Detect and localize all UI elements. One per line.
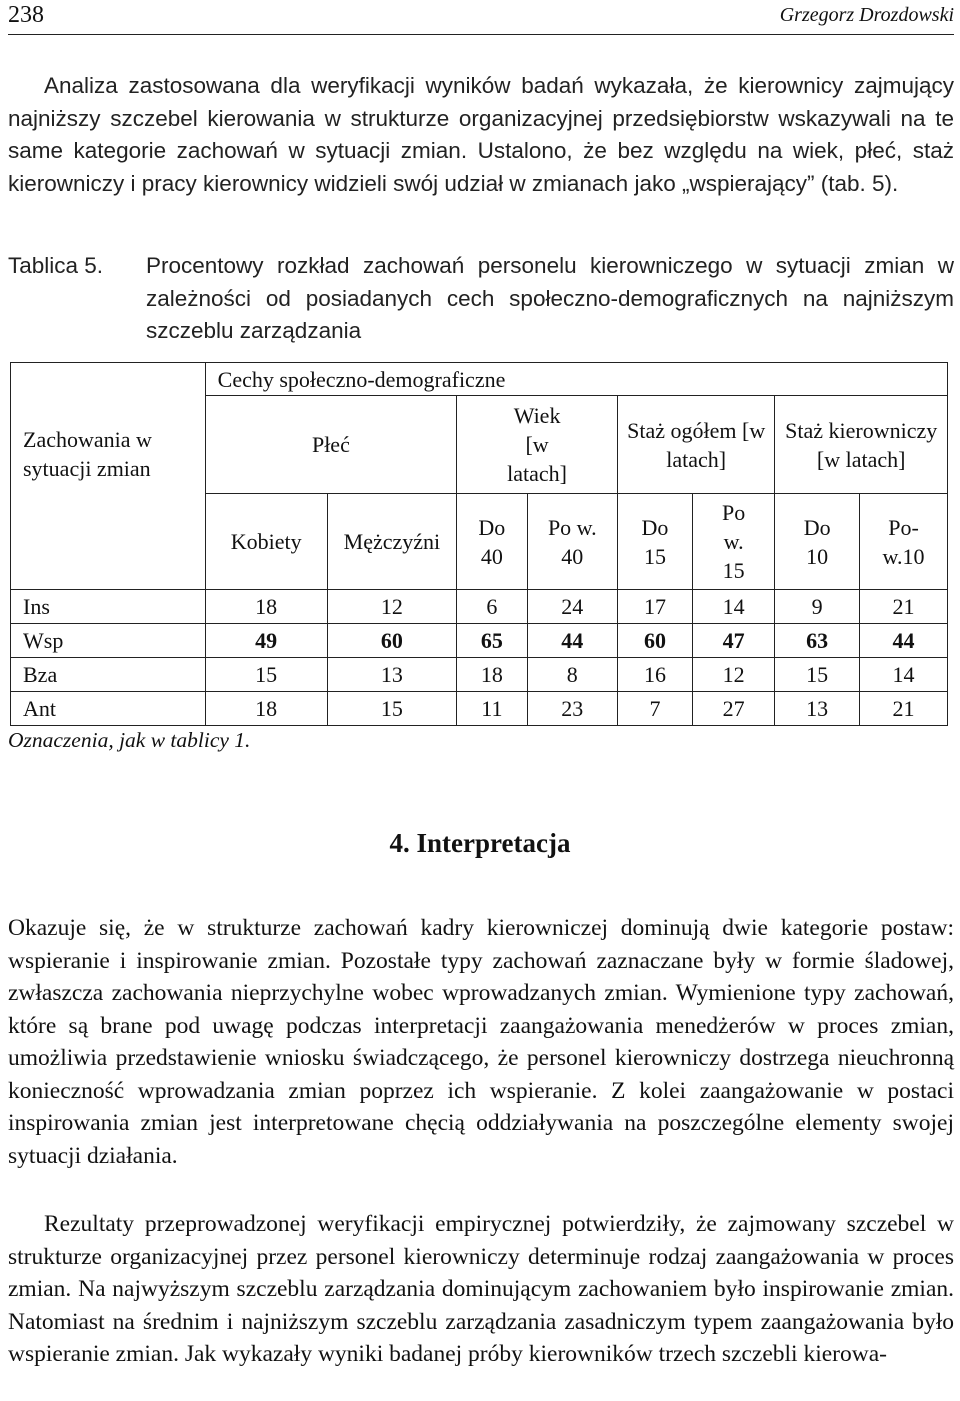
sub-header-kier-pow-text: Po-w.10: [882, 514, 925, 569]
row-label: Bza: [11, 658, 206, 692]
table-cell: 15: [205, 658, 327, 692]
table-cell: 49: [205, 624, 327, 658]
row-label: Ins: [11, 590, 206, 624]
table-cell: 6: [457, 590, 527, 624]
running-head-author: Grzegorz Drozdowski: [779, 4, 954, 26]
col-group-plec: [205, 396, 457, 494]
sub-header-staz-pow-text: Po w. 15: [721, 500, 746, 583]
section-number: 4.: [389, 828, 410, 858]
sub-header-kobiety: [205, 494, 327, 590]
table-cell: 17: [618, 590, 693, 624]
row-header-text: Zachowania w sytuacji zmian: [23, 427, 152, 481]
table-cell: 63: [775, 624, 860, 658]
sub-header-wiek-do: [457, 494, 527, 590]
table-cell: 8: [527, 658, 617, 692]
table-row: [11, 590, 948, 624]
table-cell: 14: [860, 658, 948, 692]
table-caption-label: Tablica 5.: [8, 253, 104, 278]
demographics-table: [10, 362, 948, 726]
sub-header-mezczyzni-text: Mężczyźni: [343, 529, 441, 554]
table-cell: 60: [327, 624, 457, 658]
table-cell: 9: [775, 590, 860, 624]
col-group-staz-ogolem: [618, 396, 775, 494]
sub-header-staz-pow: [692, 494, 774, 590]
table-note: Oznaczenia, jak w tablicy 1.: [8, 728, 251, 752]
group-header-cell: [205, 363, 947, 396]
col-group-staz-kier: [775, 396, 948, 494]
table-row: [11, 692, 948, 726]
table-cell: 27: [692, 692, 774, 726]
table-cell: 18: [205, 590, 327, 624]
table-cell: 18: [457, 658, 527, 692]
table-cell: 21: [860, 692, 948, 726]
col-group-staz-kier-text: Staż kierowniczy [w latach]: [785, 417, 938, 472]
col-group-wiek-text: Wiek [w latach]: [507, 403, 568, 486]
table-row: [11, 658, 948, 692]
sub-header-kier-do-text: Do 10: [803, 514, 831, 569]
sub-header-kobiety-text: Kobiety: [230, 529, 302, 554]
table-cell: 11: [457, 692, 527, 726]
intro-paragraph: Analiza zastosowana dla weryfikacji wyników badań wykazała, że kierownicy zajmujący najniższy szczebel kierowania w strukturze organizacyjnej przedsiębiorstw wskazywali na te same kategorie zachowań w sytuacji zmian. Ustalono, że bez względu na wiek, płeć, staż kierowniczy i pracy kierownicy widzieli swój udział w zmianach jako „wspierający” (tab. 5).: [8, 73, 954, 196]
section-heading: [0, 828, 960, 859]
table-cell: 44: [860, 624, 948, 658]
table-cell: 13: [327, 658, 457, 692]
table-cell: 12: [327, 590, 457, 624]
table-caption-text: Procentowy rozkład zachowań personelu kierowniczego w sytuacji zmian w zależności od posiadanych cech społeczno-demograficznych na najniższym szczeblu zarządzania: [146, 253, 954, 343]
row-label: Ant: [11, 692, 206, 726]
table-cell: 16: [618, 658, 693, 692]
sub-header-staz-do: [618, 494, 693, 590]
table-cell: 65: [457, 624, 527, 658]
table-cell: 14: [692, 590, 774, 624]
table-row: [11, 624, 948, 658]
table-cell: 15: [327, 692, 457, 726]
sub-header-kier-pow: [860, 494, 948, 590]
table-cell: 47: [692, 624, 774, 658]
sub-header-wiek-pow-text: Po w. 40: [547, 514, 597, 569]
table-cell: 60: [618, 624, 693, 658]
table-cell: 18: [205, 692, 327, 726]
paragraph-2: Rezultaty przeprowadzonej weryfikacji empirycznej potwierdziły, że zajmowany szczebel w strukturze organizacyjnej przez personel kierowniczy determinuje rodzaj zaangażowania w proces zmian. Na najwyższym szczeblu zarządzania dominującym zachowaniem było inspirowanie zmian. Natomiast na średnim i najniższym szczeblu zarządzania zasadniczym typem zaangażowania było wspieranie zmian. Jak wykazały wyniki badanej próby kierowników trzech szczebli kierowa-: [8, 1211, 954, 1367]
sub-header-kier-do: [775, 494, 860, 590]
col-group-wiek: [457, 396, 618, 494]
col-group-plec-text: Płeć: [311, 432, 350, 457]
table-cell: 7: [618, 692, 693, 726]
sub-header-mezczyzni: [327, 494, 457, 590]
table-cell: 21: [860, 590, 948, 624]
table-cell: 23: [527, 692, 617, 726]
table-cell: 15: [775, 658, 860, 692]
page-number: 238: [8, 2, 44, 28]
section-title: Interpretacja: [416, 828, 571, 858]
col-group-staz-ogolem-text: Staż ogółem [w latach]: [627, 417, 766, 472]
sub-header-wiek-pow: [527, 494, 617, 590]
table-cell: 44: [527, 624, 617, 658]
sub-header-staz-do-text: Do 15: [641, 514, 669, 569]
row-header-cell: [11, 363, 206, 590]
group-header-text: Cechy społeczno-demograficzne: [217, 366, 506, 392]
table-cell: 13: [775, 692, 860, 726]
page-header: [8, 0, 954, 35]
sub-header-wiek-do-text: Do 40: [478, 514, 506, 569]
table-cell: 24: [527, 590, 617, 624]
table-cell: 12: [692, 658, 774, 692]
row-label: Wsp: [11, 624, 206, 658]
paragraph-1: Okazuje się, że w strukturze zachowań kadry kierowniczej dominują dwie kategorie postaw: wspieranie i inspirowanie zmian. Pozostałe typy zachowań zaznaczane były w formie śladowej, zwłaszcza zachowania nieprzychylne wobec wprowadzanych zmian. Wymienione typy zachowań, które są brane pod uwagę podczas interpretacji zaangażowania menedżerów w proces zmian, umożliwia przedstawienie wniosku świadczącego, że personel kierowniczy dostrzega nieuchronną konieczność wprowadzania zmian poprzez ich wspieranie. Z kolei zaangażowanie w postaci inspirowania zmian jest interpretowane chęcią oddziaływania na poszczególne elementy swojej sytuacji działania.: [8, 915, 954, 1169]
